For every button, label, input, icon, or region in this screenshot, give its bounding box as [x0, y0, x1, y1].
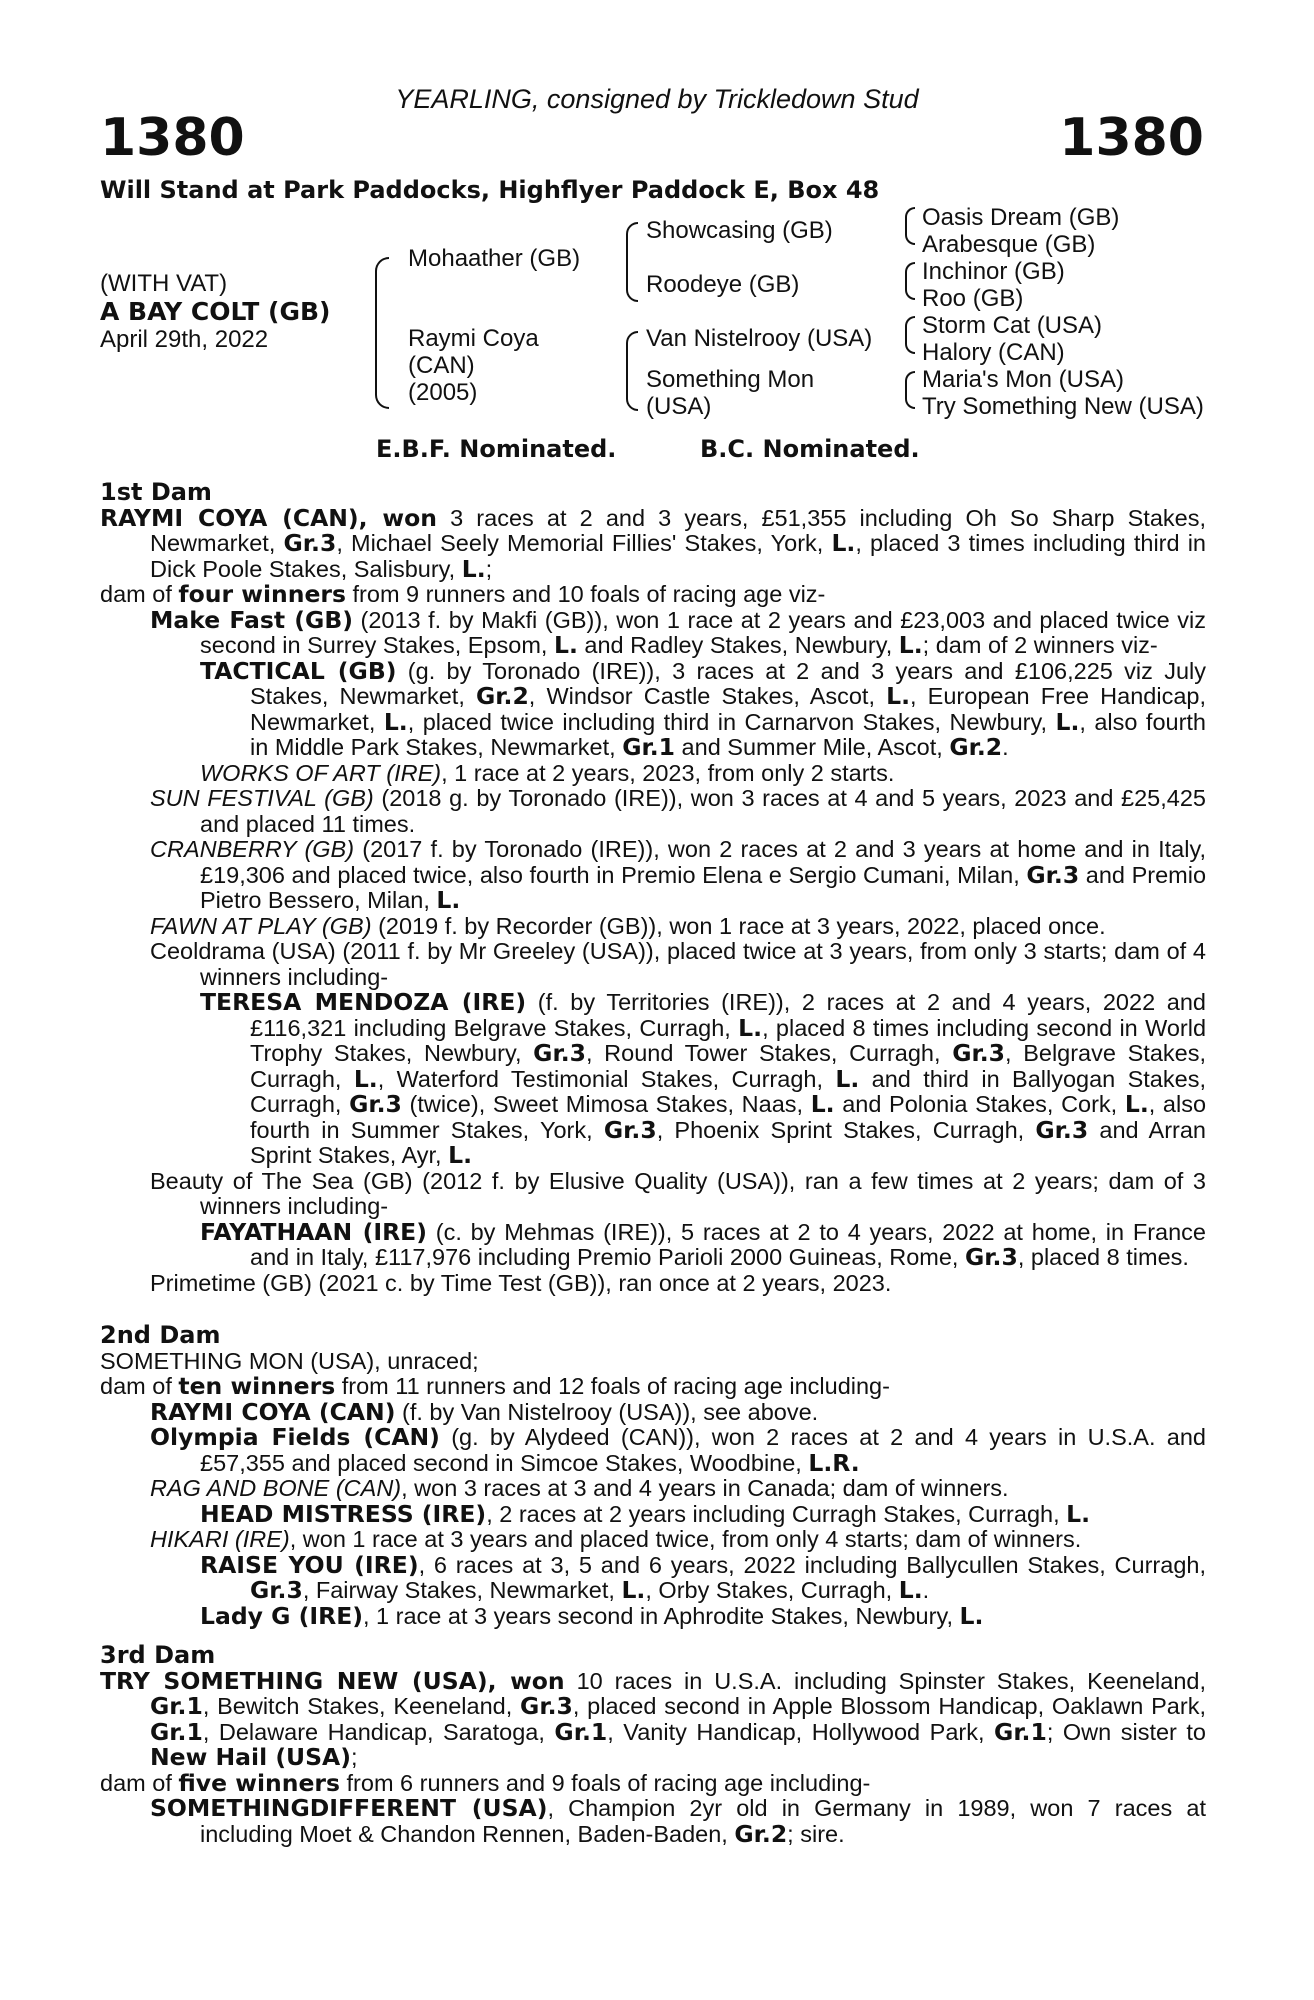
text: (f. by Territories (IRE)), 2 races at 2 and 4 years, 2022 and £116,321 including Belgrave Stakes, Curragh,	[250, 989, 1206, 1041]
grade: L.	[436, 886, 461, 914]
text: , 1 race at 3 years second in Aphrodite Stakes, Newbury,	[363, 1602, 960, 1629]
horse-name: RAISE YOU (IRE)	[200, 1550, 419, 1579]
section-gap	[100, 1296, 1206, 1323]
grade: L.	[353, 1064, 378, 1093]
horse-name: SUN FESTIVAL (GB)	[150, 785, 374, 811]
text: , Michael Seely Memorial Fillies' Stakes, York,	[336, 530, 832, 556]
grade: L.	[461, 554, 486, 583]
text: , 1 race at 2 years, 2023, from only 2 starts.	[441, 759, 895, 786]
produce-raymi-coya	[100, 1397, 1206, 1426]
text: from 9 runners and 10 foals of racing age viz-	[346, 581, 826, 607]
grade: L.R.	[808, 1448, 860, 1477]
text: (2017 f. by Toronado (IRE)), won 2 races at 2 and 3 years at home and in Italy, £19,306 and placed twice, also fourth in Premio Elena e Sergio Cumani, Milan,	[200, 836, 1207, 888]
horse-name: CRANBERRY (GB)	[150, 836, 355, 862]
vat-note: (WITH VAT)	[100, 270, 228, 297]
dam-sire: Van Nistelrooy (USA)	[646, 325, 873, 352]
grade: Gr.3	[533, 1039, 586, 1067]
grade: Gr.3	[1026, 860, 1080, 889]
bc-nomination: B.C. Nominated.	[700, 435, 920, 463]
produce-works-of-art	[100, 761, 1206, 787]
text: (f. by Van Nistelrooy (USA)), see above.	[395, 1398, 819, 1425]
grade: Gr.3	[250, 1576, 303, 1604]
section-gap	[100, 1629, 1206, 1643]
text: and Radley Stakes, Newbury,	[577, 632, 899, 658]
text: , Waterford Testimonial Stakes, Curragh,	[377, 1065, 836, 1092]
gg-1: Oasis Dream (GB)	[922, 204, 1120, 231]
third-dam-heading: 3rd Dam	[100, 1641, 216, 1669]
text: , placed 8 times.	[1017, 1244, 1189, 1270]
produce-sun-festival	[100, 786, 1206, 837]
dam-of-line	[100, 1768, 1206, 1797]
lot-number-right: 1380	[1059, 108, 1204, 168]
text: and third in Ballyogan Stakes, Curragh,	[250, 1065, 1206, 1117]
dam-country: (CAN)	[408, 352, 475, 379]
grade: L.	[553, 631, 578, 659]
grade: L.	[1066, 1499, 1091, 1528]
pedigree-brace-2a	[626, 222, 638, 302]
grade: Gr.2	[734, 1819, 788, 1848]
first-dam-entry	[100, 503, 1206, 583]
grade: Gr.3	[965, 1243, 1018, 1271]
gg-6: Halory (CAN)	[922, 339, 1065, 366]
text: dam of	[100, 1373, 179, 1399]
pedigree-brace-2b	[626, 331, 638, 411]
text: ; Own sister to	[1046, 1718, 1206, 1745]
text: ;	[351, 1744, 358, 1770]
text: .	[1002, 734, 1009, 760]
horse-name: Olympia Fields (CAN)	[150, 1423, 440, 1451]
produce-raise-you	[100, 1550, 1206, 1604]
gg-7: Maria's Mon (USA)	[922, 366, 1124, 393]
produce-olympia-fields	[100, 1425, 1206, 1476]
text: , 6 races at 3, 5 and 6 years, 2022 including Ballycullen Stakes, Curragh,	[418, 1551, 1206, 1578]
text: and Polonia Stakes, Cork,	[834, 1091, 1125, 1117]
produce-rag-and-bone	[100, 1476, 1206, 1502]
text: , Delaware Handicap, Saratoga,	[202, 1718, 555, 1745]
grade: L.	[898, 1576, 923, 1604]
grade: L.	[831, 529, 856, 557]
produce-ceoldrama: Ceoldrama (USA) (2011 f. by Mr Greeley (USA)), placed twice at 3 years, from only 3 starts; dam of 4 winners including-	[150, 938, 1206, 990]
text: , placed 3 times including third in Dick Poole Stakes, Salisbury,	[150, 530, 1206, 582]
produce-fayathaan	[100, 1217, 1207, 1271]
sire-dam: Roodeye (GB)	[646, 271, 800, 298]
horse-name: HEAD MISTRESS (IRE)	[200, 1499, 487, 1528]
grade: L.	[898, 631, 923, 659]
horse-name: New Hail (USA)	[150, 1743, 351, 1771]
winners-count: five winners	[178, 1768, 340, 1797]
text: , Champion 2yr old in Germany in 1989, won 7 races at including Moet & Chandon Rennen, Baden-Baden,	[200, 1795, 1206, 1847]
text: 3 races at 2 and 3 years, £51,355 including Oh So Sharp Stakes, Newmarket,	[150, 504, 1206, 556]
grade: Gr.3	[952, 1039, 1005, 1067]
grade: Gr.3	[349, 1090, 402, 1118]
horse-name: TRY SOMETHING NEW (USA), won	[100, 1666, 565, 1695]
horse-name: Make Fast (GB)	[150, 605, 353, 634]
grade: Gr.2	[949, 733, 1003, 761]
text: ;	[485, 555, 493, 582]
text: and Summer Mile, Ascot,	[675, 734, 950, 760]
dam-dam-line1: Something Mon	[646, 366, 815, 393]
grade: L.	[448, 1141, 473, 1169]
text: , placed twice including third in Carnarvon Stakes, Newbury,	[407, 708, 1056, 735]
grade: Gr.1	[622, 733, 676, 761]
text: , Orby Stakes, Curragh,	[645, 1577, 899, 1603]
text: , also fourth in Summer Stakes, York,	[250, 1091, 1207, 1143]
horse-name: RAYMI COYA (CAN), won	[100, 503, 437, 532]
text: and Premio Pietro Bessero, Milan,	[200, 861, 1207, 913]
grade: L.	[810, 1090, 835, 1118]
text: , Windsor Castle Stakes, Ascot,	[528, 683, 887, 709]
text: ; sire.	[787, 1820, 845, 1847]
grade: Gr.3	[603, 1115, 657, 1144]
lot-number-left: 1380	[100, 108, 245, 168]
grade: L.	[1055, 707, 1080, 736]
grade: Gr.2	[475, 682, 529, 710]
text: (twice), Sweet Mimosa Stakes, Naas,	[401, 1091, 811, 1117]
text: , Phoenix Sprint Stakes, Curragh,	[656, 1116, 1036, 1143]
grade: L.	[886, 682, 911, 710]
produce-cranberry	[100, 837, 1206, 914]
horse-name: FAYATHAAN (IRE)	[200, 1217, 427, 1246]
pedigree-brace-1	[375, 257, 389, 409]
ebf-nomination: E.B.F. Nominated.	[376, 435, 617, 463]
horse-name: Lady G (IRE)	[200, 1601, 363, 1630]
pedigree-brace-3c	[905, 316, 915, 354]
text: , won 3 races at 3 and 4 years in Canada; dam of winners.	[401, 1475, 1009, 1501]
foaling-date: April 29th, 2022	[100, 326, 269, 353]
produce-teresa-mendoza	[100, 990, 1206, 1169]
text: , European Free Handicap, Newmarket,	[250, 683, 1206, 735]
produce-tactical	[100, 656, 1207, 761]
text: (c. by Mehmas (IRE)), 5 races at 2 to 4 years, 2022 at home, in France and in Italy, £117,976 including Premio Parioli 2000 Guineas, Rome,	[250, 1218, 1207, 1270]
grade: Gr.1	[150, 1692, 203, 1720]
gg-8: Try Something New (USA)	[922, 393, 1204, 420]
first-dam-heading: 1st Dam	[100, 478, 212, 506]
winners-count: ten winners	[178, 1372, 336, 1400]
grade: Gr.3	[1035, 1115, 1089, 1144]
second-dam-name: SOMETHING MON (USA), unraced;	[100, 1347, 479, 1374]
gg-5: Storm Cat (USA)	[922, 312, 1103, 339]
text: (2019 f. by Recorder (GB)), won 1 race at 3 years, 2022, placed once.	[371, 912, 1106, 939]
horse-name: FAWN AT PLAY (GB)	[150, 912, 372, 939]
gg-2: Arabesque (GB)	[922, 231, 1096, 258]
horse-name: TACTICAL (GB)	[200, 656, 397, 685]
horse-name: WORKS OF ART (IRE)	[200, 759, 442, 786]
dam-year: (2005)	[408, 379, 478, 406]
stand-location: Will Stand at Park Paddocks, Highflyer Paddock E, Box 48	[100, 176, 880, 204]
text: , placed 8 times including second in World Trophy Stakes, Newbury,	[250, 1014, 1207, 1066]
winners-count: four winners	[178, 580, 346, 608]
gg-4: Roo (GB)	[922, 285, 1024, 312]
text: , 2 races at 2 years including Curragh Stakes, Curragh,	[486, 1500, 1067, 1527]
dam-name: Raymi Coya	[408, 325, 539, 352]
dam-of-line	[100, 582, 1206, 608]
text: .	[922, 1577, 930, 1603]
grade: L.	[835, 1064, 860, 1093]
sire-sire: Showcasing (GB)	[646, 217, 833, 244]
grade: Gr.1	[150, 1717, 203, 1746]
text: from 11 runners and 12 foals of racing age including-	[335, 1373, 890, 1399]
dam-of-line	[100, 1374, 1206, 1400]
grade: L.	[738, 1013, 763, 1042]
text: , Round Tower Stakes, Curragh,	[585, 1040, 953, 1066]
produce-fawn-at-play	[100, 914, 1206, 940]
text: , placed second in Apple Blossom Handicap, Oaklawn Park,	[572, 1693, 1206, 1719]
grade: Gr.3	[283, 529, 337, 557]
consignment-line: YEARLING, consigned by Trickledown Stud	[395, 84, 919, 114]
produce-head-mistress	[100, 1499, 1206, 1528]
catalogue-body	[100, 480, 1206, 1847]
text: , also fourth in Middle Park Stakes, Newmarket,	[250, 708, 1207, 760]
horse-name: TERESA MENDOZA (IRE)	[200, 988, 527, 1016]
grade: L.	[621, 1576, 646, 1604]
grade: L.	[959, 1601, 984, 1630]
sire: Mohaather (GB)	[408, 245, 581, 272]
second-dam-heading: 2nd Dam	[100, 1321, 221, 1349]
text: from 6 runners and 9 foals of racing age including-	[339, 1769, 871, 1796]
text: dam of	[100, 581, 179, 607]
horse-name: RAG AND BONE (CAN)	[150, 1475, 402, 1501]
lot-name: A BAY COLT (GB)	[100, 297, 331, 326]
text: dam of	[100, 1769, 179, 1796]
gg-3: Inchinor (GB)	[922, 258, 1065, 285]
third-dam-entry	[100, 1666, 1206, 1771]
dam-dam-line2: (USA)	[646, 393, 712, 420]
text: (2018 g. by Toronado (IRE)), won 3 races at 4 and 5 years, 2023 and £25,425 and placed 11 times.	[200, 785, 1206, 837]
horse-name: RAYMI COYA (CAN)	[150, 1397, 396, 1426]
grade: Gr.1	[554, 1717, 608, 1746]
produce-make-fast	[100, 605, 1206, 659]
text: (2013 f. by Makfi (GB)), won 1 race at 2 years and £23,003 and placed twice viz second in Surrey Stakes, Epsom,	[200, 606, 1206, 658]
text: , Vanity Handicap, Hollywood Park,	[607, 1718, 995, 1745]
text: , Belgrave Stakes, Curragh,	[250, 1040, 1206, 1092]
produce-primetime: Primetime (GB) (2021 c. by Time Test (GB)), ran once at 2 years, 2023.	[150, 1269, 892, 1296]
horse-name: SOMETHINGDIFFERENT (USA)	[150, 1794, 548, 1822]
text: , Bewitch Stakes, Keeneland,	[202, 1693, 521, 1719]
pedigree-brace-3b	[905, 262, 915, 300]
produce-lady-g	[100, 1601, 1206, 1630]
horse-name: HIKARI (IRE)	[150, 1526, 290, 1552]
produce-hikari	[100, 1527, 1206, 1553]
grade: Gr.1	[994, 1717, 1047, 1746]
grade: L.	[1124, 1090, 1149, 1118]
produce-somethingdifferent	[100, 1796, 1206, 1847]
text: (g. by Toronado (IRE)), 3 races at 2 and 3 years and £106,225 viz July Stakes, Newmarket,	[250, 657, 1206, 709]
grade: L.	[383, 707, 408, 736]
text: ; dam of 2 winners viz-	[922, 632, 1158, 658]
produce-beauty-of-the-sea: Beauty of The Sea (GB) (2012 f. by Elusive Quality (USA)), ran a few times at 2 years; dam of 3 winners including-	[150, 1167, 1206, 1219]
text: and Arran Sprint Stakes, Ayr,	[250, 1116, 1207, 1168]
text: 10 races in U.S.A. including Spinster Stakes, Keeneland,	[564, 1667, 1206, 1694]
grade: Gr.3	[520, 1692, 573, 1720]
pedigree-brace-3d	[905, 371, 915, 409]
pedigree-brace-3a	[905, 207, 915, 245]
text: , won 1 race at 3 years and placed twice, from only 4 starts; dam of winners.	[289, 1526, 1082, 1552]
text: (g. by Alydeed (CAN)), won 2 races at 2 and 4 years in U.S.A. and £57,355 and placed second in Simcoe Stakes, Woodbine,	[200, 1424, 1206, 1476]
text: , Fairway Stakes, Newmarket,	[302, 1577, 622, 1603]
